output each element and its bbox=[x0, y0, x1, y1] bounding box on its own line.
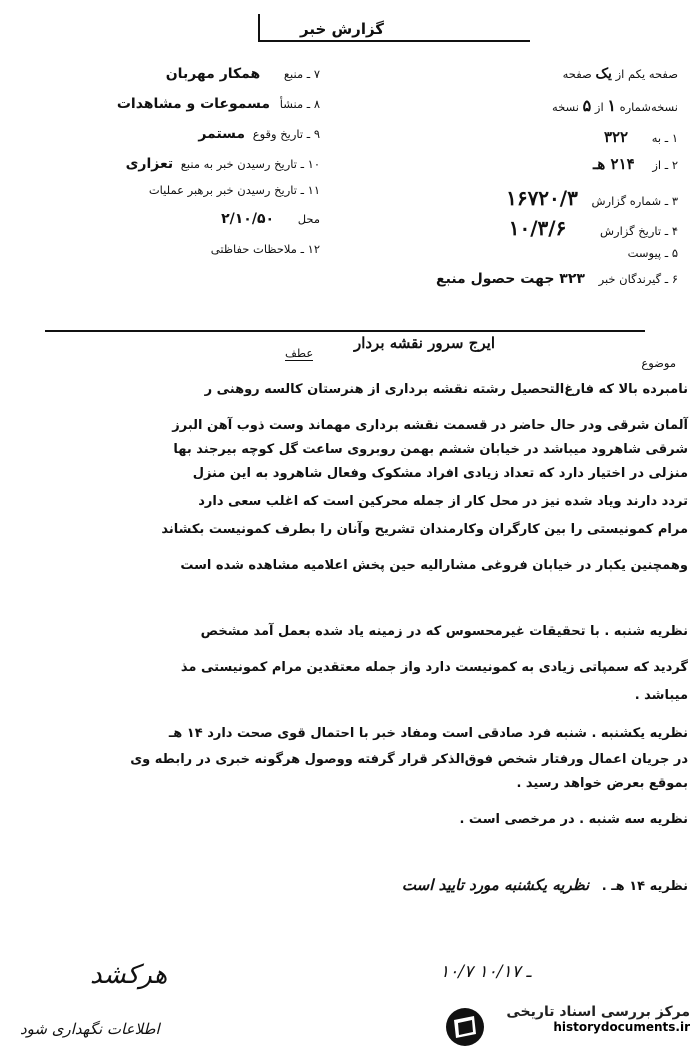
body-line-5: تردد دارند ویاد شده نیز در محل کار از جمله محرکین است که اغلب سعی دارد bbox=[198, 494, 688, 509]
subject-value: ایرج سرور نقشه بردار bbox=[353, 334, 495, 352]
field-from: ۲ ـ از ۲۱۴ هـ bbox=[593, 155, 678, 173]
archive-logo-icon bbox=[444, 1006, 486, 1048]
body-line-1: نامبرده بالا که فارغ‌التحصیل رشته نقشه برداری از هنرستان کالسه روهنی ر bbox=[204, 382, 688, 397]
title-bracket bbox=[258, 14, 530, 42]
opinion-2-line-1: نظریه یکشنبه . شنبه فرد صادقی است ومفاد خبر با احتمال قوی صحت دارد ۱۴ هـ bbox=[168, 726, 688, 741]
opinion-2-line-2: در جریان اعمال ورفتار شخص فوق‌الذکر قرار گرفته ووصول هرگونه خبری در رابطه وی bbox=[130, 752, 688, 767]
field-report-date: ۴ ـ تاریخ گزارش ۱۰/۳/۶ bbox=[508, 216, 678, 240]
subject-label: موضوع bbox=[641, 356, 676, 370]
opinion-3: نظریه سه شنبه . در مرخصی است . bbox=[459, 812, 688, 827]
field-source: ۷ ـ منبع همکار مهربان bbox=[165, 66, 320, 82]
reference-label: عطف bbox=[285, 346, 314, 360]
footer-note: اطلاعات نگهداری شود bbox=[20, 1020, 160, 1038]
field-report-number: ۳ ـ شماره گزارش ۱۶۷۲۰/۳ bbox=[506, 186, 678, 210]
field-place: محل ۲/۱۰/۵۰ bbox=[221, 211, 320, 227]
watermark-url: historydocuments.ir bbox=[553, 1020, 690, 1034]
copy-number-row: نسخه‌شماره ۱ از ۵ نسخه bbox=[551, 96, 678, 115]
opinion-1-line-2: گردید که سمپاتی زیادی به کمونیست دارد واز جمله معتقدین مرام کمونیستی مذ bbox=[180, 660, 688, 675]
opinion-1-line-1: نظریه شنبه . با تحقیقات غیرمحسوس که در زمینه یاد شده بعمل آمد مشخص bbox=[200, 624, 688, 639]
field-occurrence-date: ۹ ـ تاریخ وقوع مستمر bbox=[198, 126, 320, 142]
opinion-4: نظریه ۱۴ هـ . نظریه یکشنبه مورد تایید است bbox=[401, 876, 688, 894]
footer-signature: هرکشد bbox=[90, 960, 168, 990]
field-origin: ۸ ـ منشأ مسموعات و مشاهدات bbox=[116, 96, 320, 112]
field-security-notes: ۱۲ ـ ملاحظات حفاظتی bbox=[210, 242, 320, 256]
page-number-row: صفحه یکم از یک صفحه bbox=[562, 66, 678, 82]
footer-date-stamp: ۱۰/۷ ـ ۱۰/۱۷ bbox=[440, 962, 532, 982]
body-line-4: منزلی در اختیار دارد که تعداد زیادی افراد مشکوک وفعال شاهرود به این منزل bbox=[192, 466, 688, 481]
page-title: گزارش خبر bbox=[300, 20, 385, 38]
field-recipients: ۶ ـ گیرندگان خبر ۳۲۳ جهت حصول منبع bbox=[436, 271, 678, 287]
field-operations-received: ۱۱ ـ تاریخ رسیدن خبر برهبر عملیات bbox=[148, 183, 320, 197]
field-attachment: ۵ ـ پیوست bbox=[627, 246, 678, 260]
field-source-received: ۱۰ ـ تاریخ رسیدن خبر به منبع تعزاری bbox=[125, 156, 320, 172]
watermark-persian: مرکز بررسی اسناد تاریخی bbox=[506, 1004, 690, 1020]
body-line-2: آلمان شرقی ودر حال حاضر در قسمت نقشه برداری مهماند وست ذوب آهن البرز bbox=[172, 418, 688, 433]
subject-rule bbox=[45, 330, 645, 332]
body-line-3: شرقی شاهرود میباشد در خیابان ششم بهمن روبروی ساعت گل کوچه بیرجند بها bbox=[173, 442, 688, 457]
field-to: ۱ ـ به ۳۲۲ bbox=[603, 128, 678, 146]
opinion-2-line-3: بموقع بعرض خواهد رسید . bbox=[516, 776, 688, 791]
watermark bbox=[506, 1004, 690, 1034]
body-line-7: وهمچنین یکبار در خیابان فروغی مشارالیه حین پخش اعلامیه مشاهده شده است bbox=[180, 558, 688, 573]
opinion-1-line-3: میباشد . bbox=[634, 688, 688, 703]
body-line-6: مرام کمونیستی را بین کارگران وکارمندان تشریح وآنان را بطرف کمونیست بکشاند bbox=[161, 522, 688, 537]
